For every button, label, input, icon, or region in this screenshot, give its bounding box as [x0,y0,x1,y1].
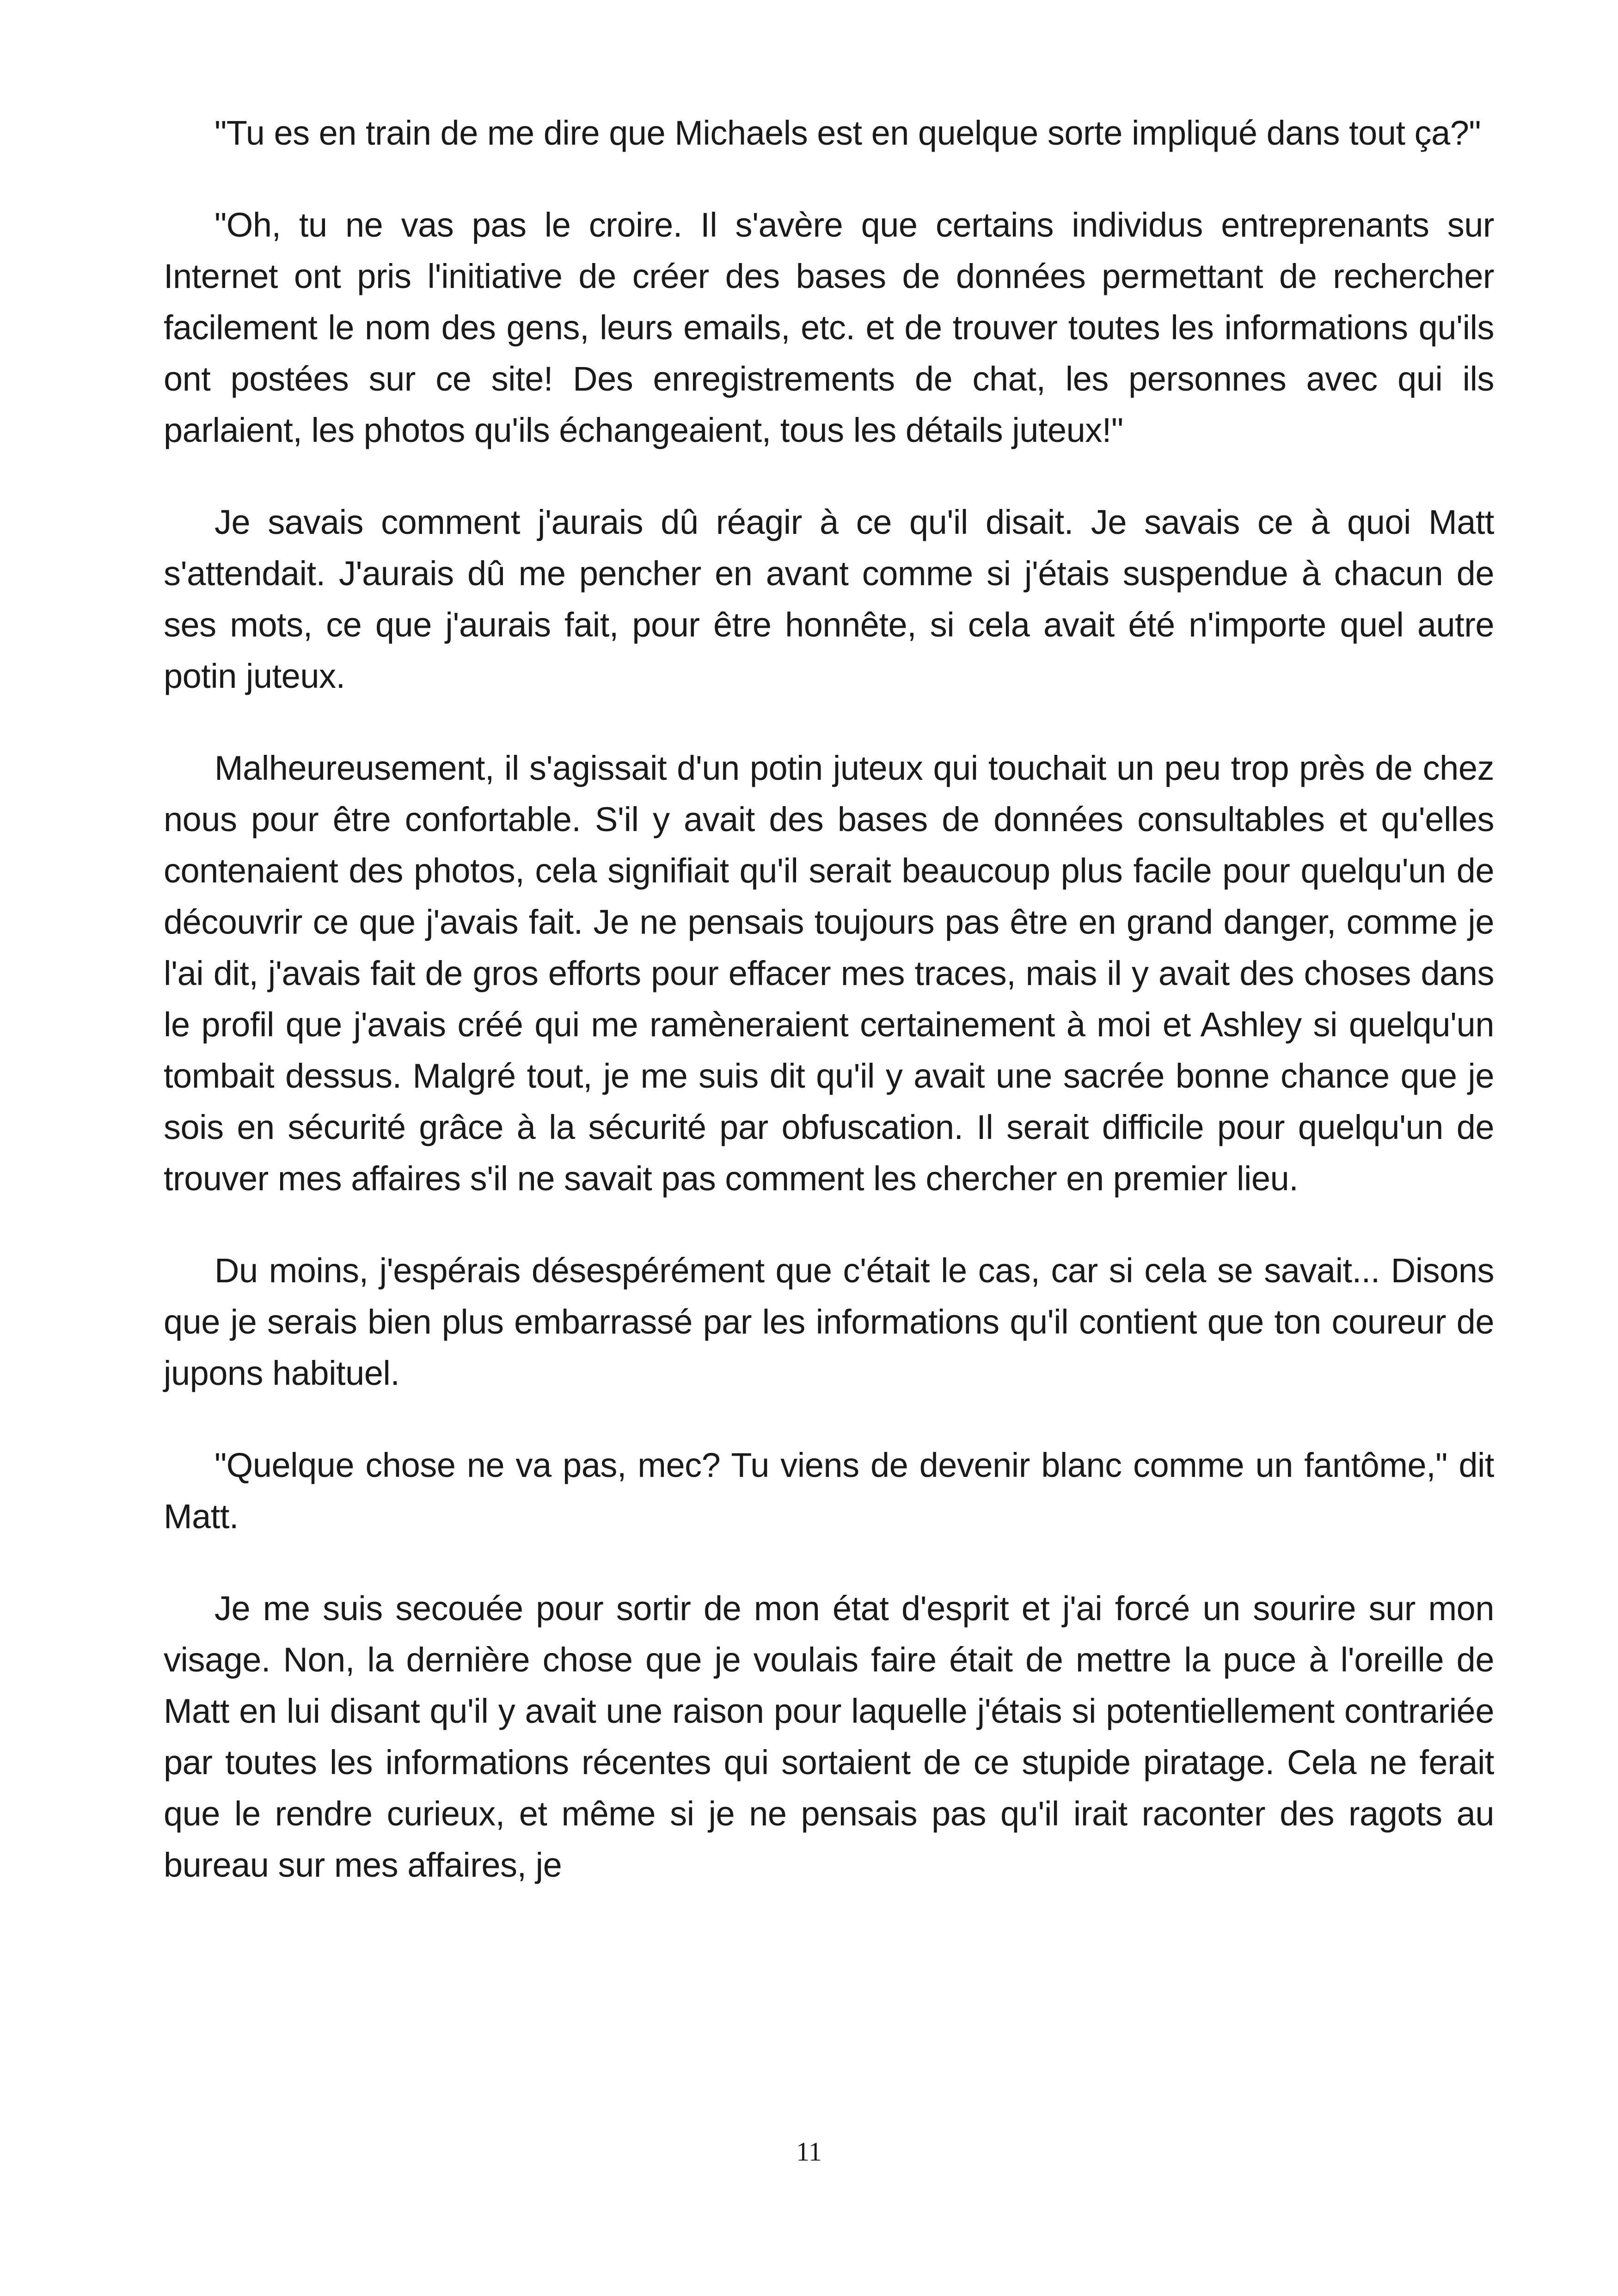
paragraph-6: "Quelque chose ne va pas, mec? Tu viens de devenir blanc comme un fantôme," dit Matt. [164,1446,1494,1536]
paragraph-7: Je me suis secouée pour sortir de mon état d'esprit et j'ai forcé un sourire sur mon visage. Non, la dernière chose que je voulais faire était de mettre la puce à l'oreille de Matt en lui disant qu'il y avait une raison pour laquelle j'étais si potentiellement contrariée par toutes les informations récentes qui sortaient de ce stupide piratage. Cela ne ferait que le rendre curieux, et même si je ne pensais pas qu'il irait raconter des ragots au bureau sur mes affaires, je [164,1589,1494,1884]
paragraph-4: Malheureusement, il s'agissait d'un potin juteux qui touchait un peu trop près de chez nous pour être confortable. S'il y avait des bases de données consultables et qu'elles contenaient des photos, cela signifiait qu'il serait beaucoup plus facile pour quelqu'un de découvrir ce que j'avais fait. Je ne pensais toujours pas être en grand danger, comme je l'ai dit, j'avais fait de gros efforts pour effacer mes traces, mais il y avait des choses dans le profil que j'avais créé qui me ramèneraient certainement à moi et Ashley si quelqu'un tombait dessus. Malgré tout, je me suis dit qu'il y avait une sacrée bonne chance que je sois en sécurité grâce à la sécurité par obfuscation. Il serait difficile pour quelqu'un de trouver mes affaires s'il ne savait pas comment les chercher en premier lieu. [164,749,1494,1198]
paragraph-1: "Tu es en train de me dire que Michaels est en quelque sorte impliqué dans tout ça?" [215,114,1481,152]
page-number: 11 [796,2137,822,2167]
paragraph-2: "Oh, tu ne vas pas le croire. Il s'avère que certains individus entreprenants sur Internet ont pris l'initiative de créer des bases de données permettant de rechercher facilement le nom des gens, leurs emails, etc. et de trouver toutes les informations qu'ils ont postées sur ce site! Des enregistrements de chat, les personnes avec qui ils parlaient, les photos qu'ils échangeaient, tous les détails juteux!" [164,206,1494,449]
page-body [164,107,1494,1931]
paragraph-3: Je savais comment j'aurais dû réagir à ce qu'il disait. Je savais ce à quoi Matt s'attendait. J'aurais dû me pencher en avant comme si j'étais suspendue à chacun de ses mots, ce que j'aurais fait, pour être honnête, si cela avait été n'importe quel autre potin juteux. [164,503,1494,695]
paragraph-5: Du moins, j'espérais désespérément que c'était le cas, car si cela se savait... Disons que je serais bien plus embarrassé par les informations qu'il contient que ton coureur de jupons habituel. [164,1251,1494,1392]
